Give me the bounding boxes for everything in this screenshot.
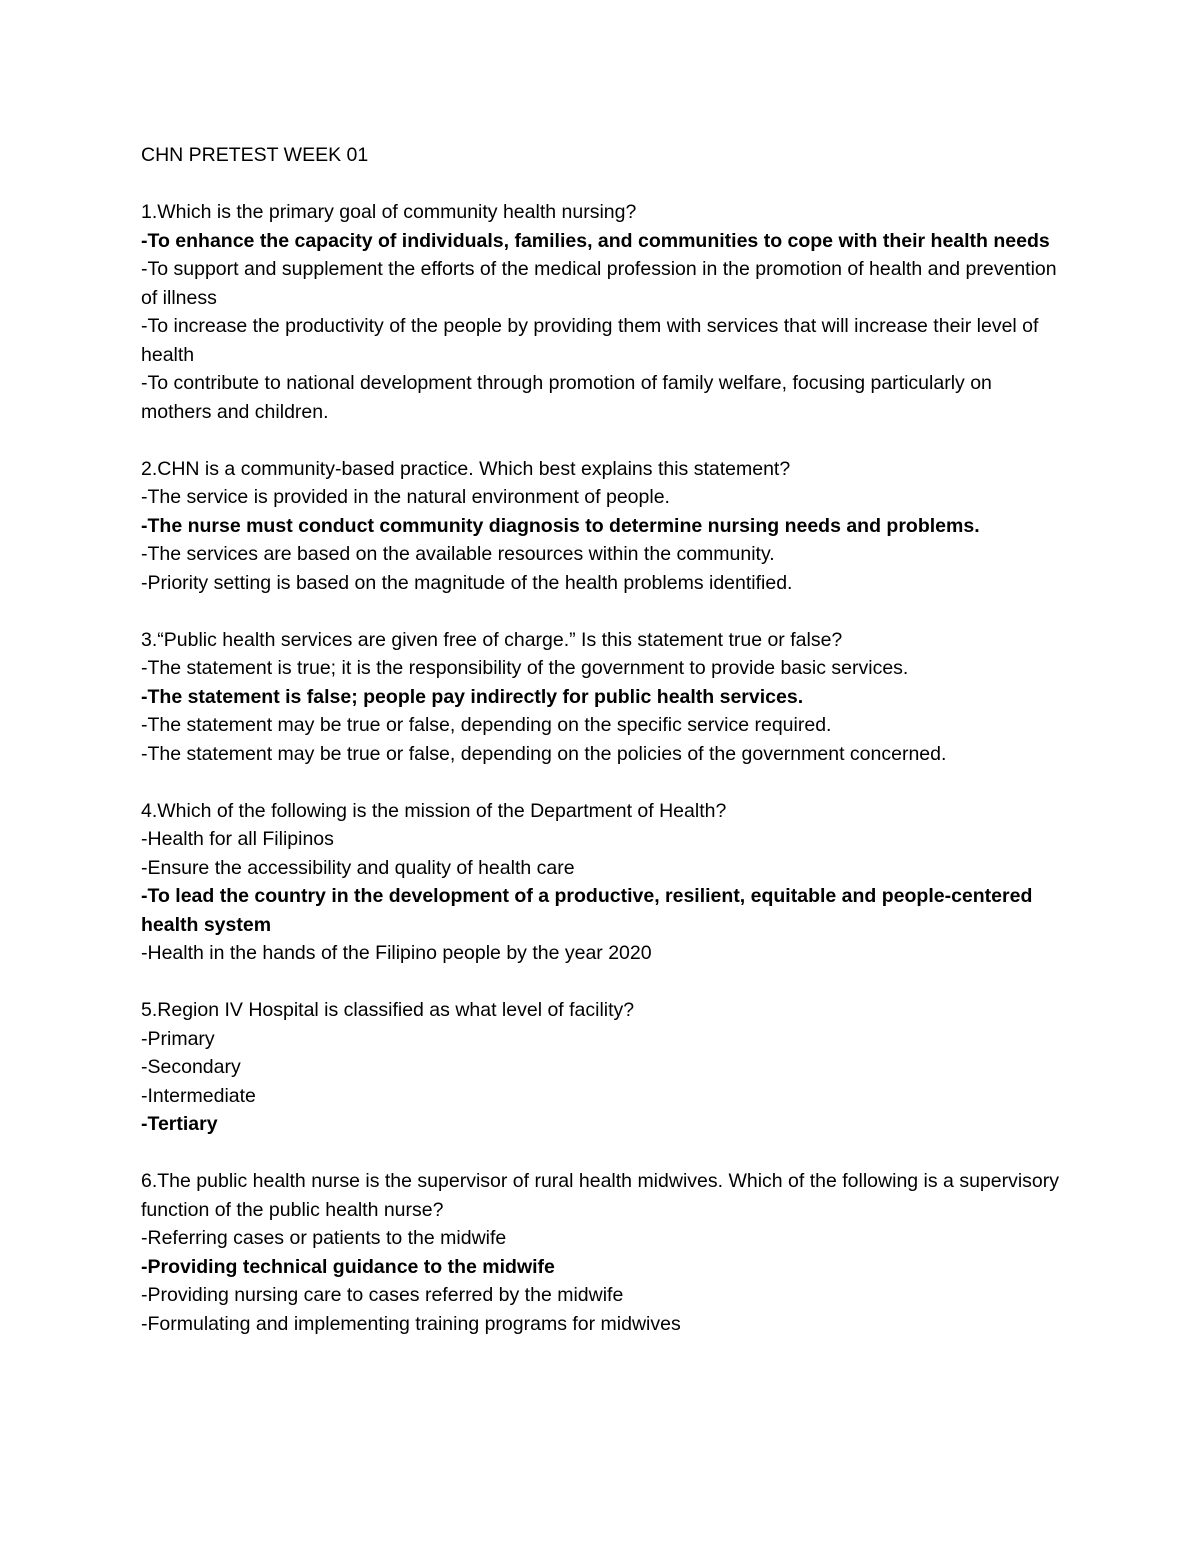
question-text: 5.Region IV Hospital is classified as what level of facility? bbox=[141, 999, 635, 1021]
answer-option: -Tertiary bbox=[141, 1113, 218, 1135]
question-1 bbox=[141, 198, 1061, 426]
answer-option: -Providing technical guidance to the midwife bbox=[141, 1255, 555, 1278]
question-3 bbox=[141, 626, 1061, 769]
question-text: 6.The public health nurse is the supervisor of rural health midwives. Which of the following is a supervisory function of the public health nurse? bbox=[141, 1170, 1060, 1221]
answer-option: -To support and supplement the efforts of the medical profession in the promotion of health and prevention of illness bbox=[141, 258, 1057, 309]
answer-option: -Ensure the accessibility and quality of health care bbox=[141, 856, 575, 879]
document-page bbox=[141, 141, 1061, 1367]
question-6 bbox=[141, 1167, 1061, 1338]
question-2 bbox=[141, 455, 1061, 598]
answer-option: -The statement may be true or false, depending on the specific service required. bbox=[141, 714, 832, 736]
document-title: CHN PRETEST WEEK 01 bbox=[141, 144, 369, 166]
answer-option: -Health in the hands of the Filipino people by the year 2020 bbox=[141, 942, 652, 964]
answer-option: -To contribute to national development through promotion of family welfare, focusing particularly on mothers and children. bbox=[141, 372, 992, 423]
answer-option: -Priority setting is based on the magnitude of the health problems identified. bbox=[141, 571, 793, 594]
question-text: 3.“Public health services are given free of charge.” Is this statement true or false? bbox=[141, 628, 843, 651]
answer-option: -The services are based on the available resources within the community. bbox=[141, 543, 775, 565]
answer-option: -The nurse must conduct community diagnosis to determine nursing needs and problems. bbox=[141, 514, 980, 537]
answer-option: -The statement is true; it is the responsibility of the government to provide basic services. bbox=[141, 657, 909, 679]
answer-option: -To increase the productivity of the people by providing them with services that will increase their level of health bbox=[141, 315, 1039, 366]
answer-option: -The statement may be true or false, depending on the policies of the government concerned. bbox=[141, 742, 947, 765]
answer-option: -Secondary bbox=[141, 1056, 241, 1078]
question-5 bbox=[141, 996, 1061, 1139]
answer-option: -Formulating and implementing training programs for midwives bbox=[141, 1312, 681, 1335]
answer-option: -Providing nursing care to cases referred by the midwife bbox=[141, 1284, 624, 1306]
answer-option: -To lead the country in the development of a productive, resilient, equitable and people-centered health system bbox=[141, 885, 1033, 936]
question-text: 1.Which is the primary goal of community health nursing? bbox=[141, 201, 637, 223]
answer-option: -Intermediate bbox=[141, 1084, 256, 1107]
answer-option: -The service is provided in the natural environment of people. bbox=[141, 486, 670, 508]
answer-option: -Referring cases or patients to the midwife bbox=[141, 1227, 507, 1249]
answer-option: -To enhance the capacity of individuals, families, and communities to cope with their health needs bbox=[141, 229, 1050, 252]
answer-option: -Primary bbox=[141, 1027, 215, 1050]
answer-option: -Health for all Filipinos bbox=[141, 828, 334, 850]
question-4 bbox=[141, 797, 1061, 968]
question-text: 4.Which of the following is the mission of the Department of Health? bbox=[141, 799, 727, 822]
answer-option: -The statement is false; people pay indirectly for public health services. bbox=[141, 685, 804, 708]
question-text: 2.CHN is a community-based practice. Which best explains this statement? bbox=[141, 457, 791, 480]
